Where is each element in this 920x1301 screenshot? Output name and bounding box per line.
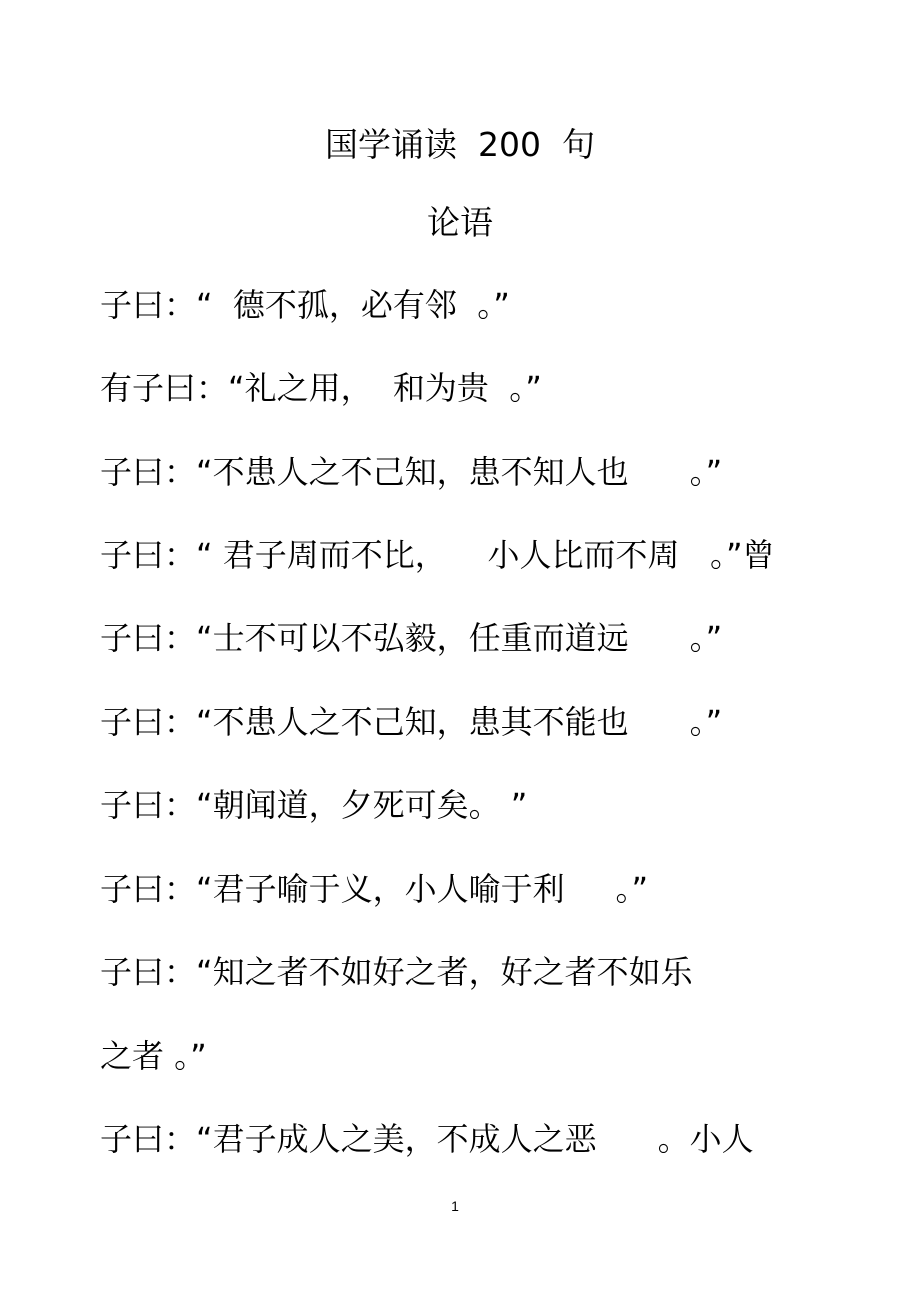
quote-line: 子曰：“知之者不如好之者，好之者不如乐 (100, 953, 693, 991)
quote-line: 子曰：“君子成人之美，不成人之恶 。小人 (100, 1120, 754, 1158)
quote-line: 子曰：“不患人之不己知，患不知人也 。” (100, 453, 723, 491)
quote-line: 子曰：“ 君子周而不比， 小人比而不周 。”曾 (100, 536, 775, 574)
quote-line: 之者 。” (100, 1037, 207, 1075)
quote-line: 子曰：“士不可以不弘毅，任重而道远 。” (100, 619, 723, 657)
quote-line: 子曰：“朝闻道，夕死可矣。 ” (100, 786, 528, 824)
document-title: 国学诵读 200 句 (325, 125, 595, 164)
quote-line: 子曰：“不患人之不己知，患其不能也 。” (100, 703, 723, 741)
quote-line: 子曰：“ 德不孤，必有邻 。” (100, 286, 510, 324)
quote-line: 子曰：“君子喻于义，小人喻于利 。” (100, 870, 649, 908)
section-title: 论语 (427, 203, 493, 242)
page-number: 1 (451, 1198, 459, 1214)
quote-line: 有子曰：“礼之用， 和为贵 。” (100, 369, 542, 407)
